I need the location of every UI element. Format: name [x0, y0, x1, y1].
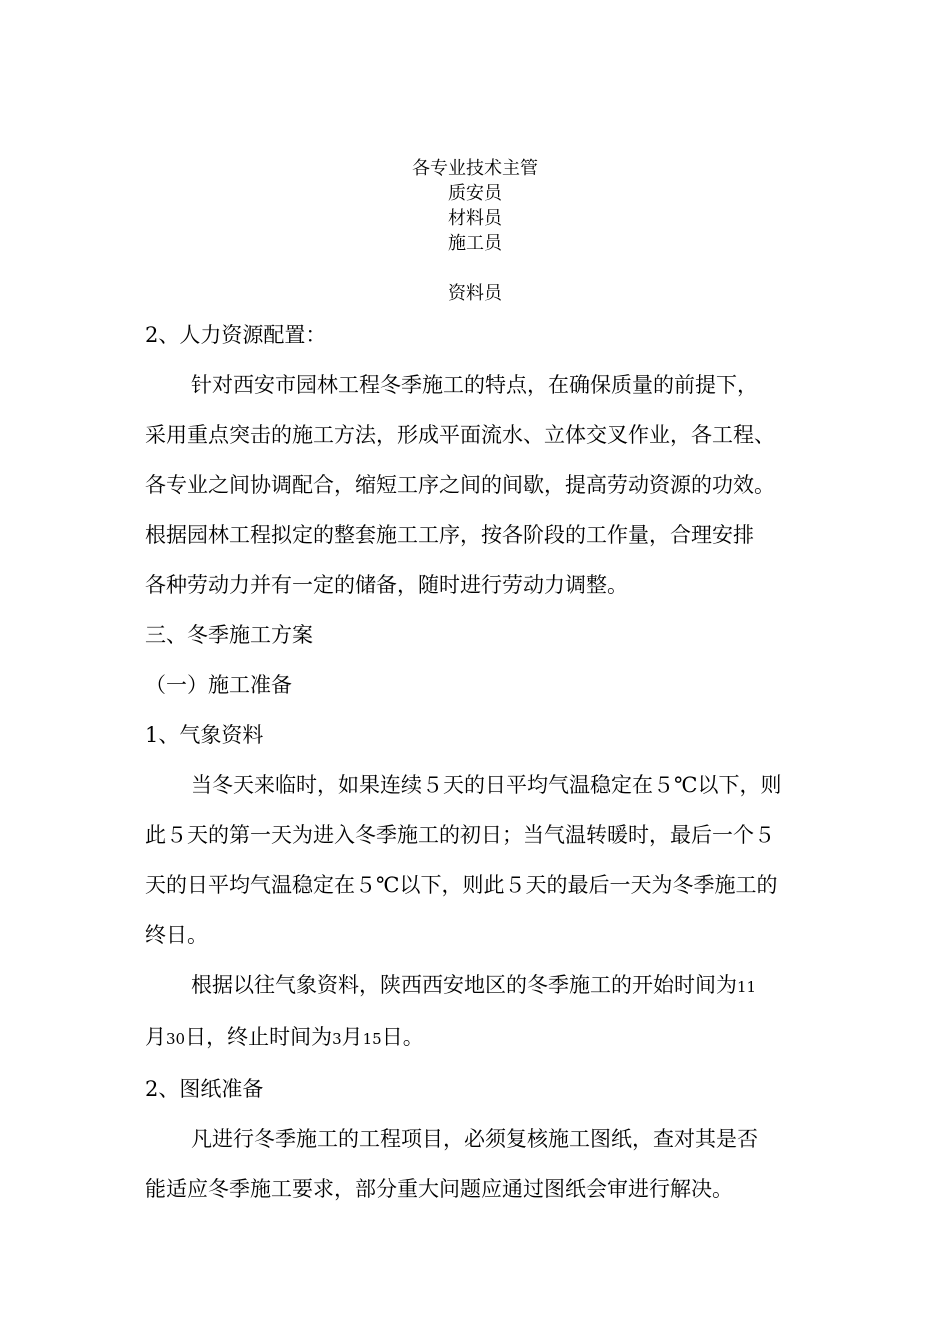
- paragraph-line: [145, 1012, 815, 1064]
- paragraph-line: 针对西安市园林工程冬季施工的特点，在确保质量的前提下，: [191, 373, 758, 397]
- paragraph-line: 当冬天来临时，如果连续５天的日平均气温稳定在５℃以下，则: [191, 773, 782, 797]
- role-quality-safety-officer: 质安员: [448, 183, 502, 204]
- drawing-paragraph: [145, 1114, 815, 1214]
- chapter-heading: 三、冬季施工方案: [145, 623, 313, 647]
- role-technical-supervisor: 各专业技术主管: [412, 158, 538, 179]
- start-month-number: 11: [737, 978, 757, 996]
- weather-heading: 1、气象资料: [145, 723, 264, 747]
- end-month-number: 3: [332, 1030, 342, 1048]
- dates-line2-mid: 日，终止时间为: [185, 1025, 333, 1049]
- paragraph-line: 各种劳动力并有一定的储备，随时进行劳动力调整。: [145, 573, 628, 597]
- paragraph-line: 天的日平均气温稳定在５℃以下，则此５天的最后一天为冬季施工的: [145, 873, 778, 897]
- paragraph-line: 各专业之间协调配合，缩短工序之间的间歇，提高劳动资源的功效。: [145, 473, 775, 497]
- end-month-label: 月: [341, 1025, 363, 1049]
- start-day-number: 30: [166, 1030, 186, 1048]
- weather-paragraph: [145, 760, 815, 960]
- paragraph-line: 此５天的第一天为进入冬季施工的初日；当气温转暖时，最后一个５: [145, 823, 775, 847]
- weather-dates-paragraph: [145, 960, 815, 1064]
- paragraph-line: [145, 960, 815, 1012]
- role-document-officer: 资料员: [448, 283, 502, 304]
- paragraph-line: 能适应冬季施工要求，部分重大问题应通过图纸会审进行解决。: [145, 1177, 733, 1201]
- month-label: 月: [145, 1025, 166, 1049]
- paragraph-line: 终日。: [145, 923, 208, 947]
- dates-line2-suffix: 日。: [381, 1025, 424, 1049]
- org-chart-roles: [0, 156, 950, 306]
- end-day-number: 15: [362, 1030, 382, 1048]
- document-body: [145, 310, 815, 1214]
- paragraph-line: 采用重点突击的施工方法，形成平面流水、立体交叉作业，各工程、: [145, 423, 775, 447]
- role-material-officer: 材料员: [448, 208, 502, 229]
- hr-paragraph: [145, 360, 815, 610]
- org-chart-gap: [0, 256, 950, 281]
- hr-heading: 2、人力资源配置：: [145, 323, 327, 347]
- role-construction-officer: 施工员: [448, 233, 502, 254]
- paragraph-line: 根据园林工程拟定的整套施工工序，按各阶段的工作量，合理安排: [145, 523, 754, 547]
- paragraph-line: 凡进行冬季施工的工程项目，必须复核施工图纸，查对其是否: [191, 1127, 758, 1151]
- sub-heading: （一）施工准备: [145, 673, 292, 697]
- drawing-heading: 2、图纸准备: [145, 1077, 264, 1101]
- dates-line1-text: 根据以往气象资料，陕西西安地区的冬季施工的开始时间为: [191, 973, 737, 997]
